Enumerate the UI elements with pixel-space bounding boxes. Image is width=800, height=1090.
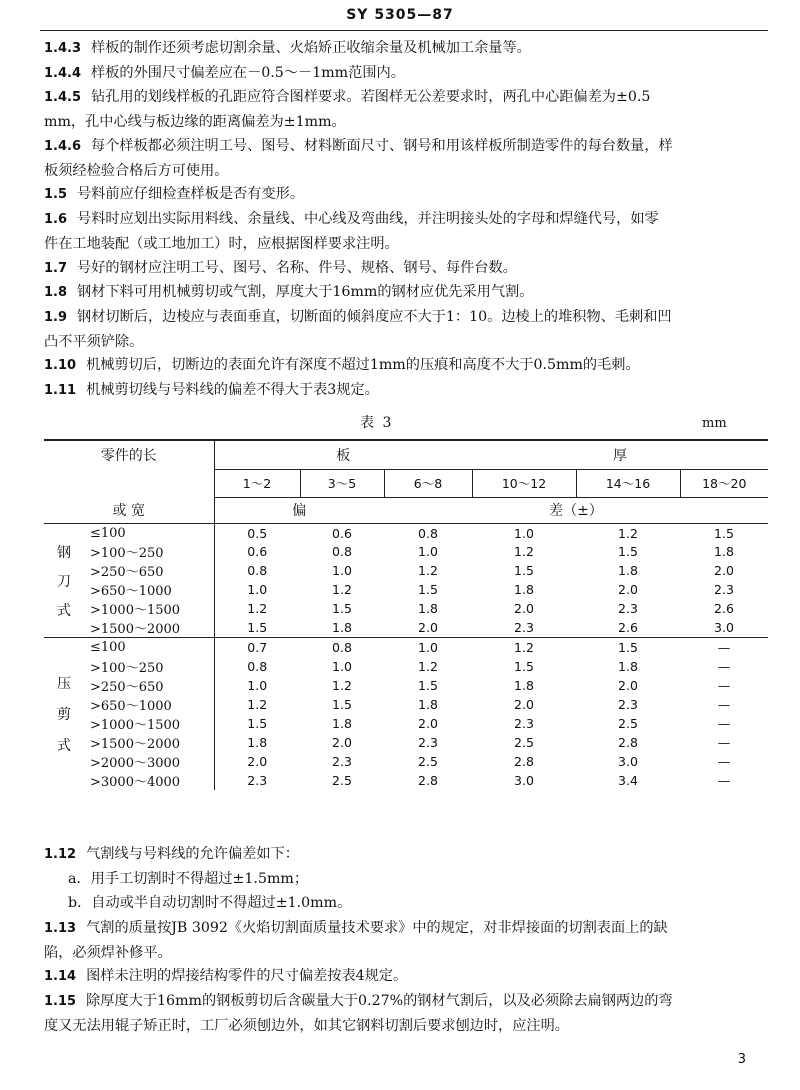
deviation-value: 2.0 — [418, 620, 438, 636]
size-range: >1000～1500 — [90, 603, 181, 619]
deviation-value: 2.3 — [214, 771, 300, 790]
deviation-value: 1.0 — [472, 524, 576, 543]
clause-number: 1.6 — [44, 212, 68, 227]
paragraph-line — [44, 134, 768, 159]
size-range: >3000～4000 — [90, 774, 181, 790]
deviation-value: 0.8 — [332, 544, 352, 560]
deviation-value: 1.5 — [514, 658, 534, 674]
header-row-3 — [44, 497, 768, 524]
paragraph-line — [44, 916, 768, 941]
size-range: >1500～2000 — [90, 622, 181, 638]
table-row — [44, 771, 768, 790]
deviation-value: 2.8 — [514, 753, 534, 769]
table-row — [44, 638, 768, 657]
deviation-value: 2.3 — [618, 696, 638, 712]
paragraph-text: 机械剪切后，切断边的表面允许有深度不超过1mm的压痕和高度不大于0.5mm的毛刺。 — [86, 357, 640, 374]
paragraph-line — [44, 36, 768, 61]
paragraph-line — [44, 989, 768, 1014]
group-label-char: 刀 — [57, 573, 71, 590]
clause-number: 1.11 — [44, 383, 77, 398]
deviation-value: 1.5 — [418, 677, 438, 693]
page-number: 3 — [737, 1052, 746, 1067]
deviation-value: 2.3 — [332, 753, 352, 769]
paragraph-line — [44, 85, 768, 110]
deviation-value: 1.5 — [214, 618, 300, 638]
corner-header-bottom: 或 宽 — [112, 503, 145, 519]
deviation-value: — — [680, 638, 768, 657]
deviation-value: 1.5 — [618, 544, 638, 560]
paragraph-text: 样板的制作还须考虑切割余量、火焰矫正收缩余量及机械加工余量等。 — [91, 40, 531, 56]
deviation-value: 1.0 — [332, 658, 352, 674]
deviation-value: 1.5 — [214, 714, 300, 733]
clause-number: 1.8 — [44, 285, 68, 301]
deviation-value: 1.2 — [214, 599, 300, 618]
deviation-value: 2.8 — [618, 734, 638, 750]
paragraph-line — [44, 61, 768, 86]
deviation-value: 2.5 — [418, 753, 438, 769]
paragraph — [44, 207, 768, 256]
paragraph-line — [44, 867, 768, 891]
clause-number: 1.12 — [44, 847, 77, 862]
paragraph — [44, 280, 768, 305]
deviation-value: 1.5 — [332, 696, 352, 712]
paragraph-text: 号料前应仔细检查样板是否有变形。 — [77, 186, 305, 203]
deviation-value: 1.8 — [418, 601, 438, 617]
size-range: >1500～2000 — [90, 736, 181, 752]
clause-number: 1.9 — [44, 309, 68, 325]
table-row — [44, 542, 768, 561]
deviation-value: 3.0 — [514, 772, 534, 788]
deviation-value: 0.6 — [214, 542, 300, 561]
table-row — [44, 618, 768, 638]
paragraph-line — [44, 353, 768, 378]
deviation-value: 2.3 — [618, 601, 638, 617]
table-row — [44, 676, 768, 695]
paragraph — [44, 182, 768, 207]
paragraph — [44, 85, 768, 134]
deviation-value: 1.5 — [680, 524, 768, 543]
paragraph-text: 钢材下料可用机械剪切或气割，厚度大于16mm的钢材应优先采用气割。 — [77, 284, 534, 301]
paragraph — [44, 36, 768, 61]
size-range: >100～250 — [90, 660, 164, 676]
paragraph — [44, 891, 768, 915]
deviation-value: 2.8 — [418, 772, 438, 788]
clause-number: 1.7 — [44, 260, 68, 276]
deviation-value: 0.8 — [214, 657, 300, 676]
board-header: 板 — [214, 440, 472, 469]
table-row — [44, 561, 768, 580]
group-label-char: 式 — [57, 737, 71, 754]
clause-number: 1.4.4 — [44, 65, 82, 81]
deviation-value: 1.2 — [576, 524, 680, 543]
deviation-value: 1.8 — [332, 715, 352, 731]
deviation-value: 3.4 — [618, 772, 638, 788]
table-unit: mm — [702, 416, 727, 431]
clause-number: 1.4.3 — [44, 41, 82, 56]
deviation-value: 2.3 — [514, 715, 534, 731]
paragraph-text: 除厚度大于16mm的钢板剪切后含碳量大于0.27%的钢材气割后，以及必须除去扁钢两边的弯 — [86, 993, 673, 1009]
deviation-value: 0.8 — [300, 638, 384, 657]
deviation-value: 1.5 — [514, 563, 534, 579]
header-rule — [40, 30, 768, 31]
group-label-char: 压 — [57, 675, 71, 692]
clause-number: 1.15 — [44, 994, 77, 1009]
deviation-header-pian: 偏 — [214, 497, 384, 524]
size-range: >100～250 — [90, 546, 164, 562]
paragraph-line — [44, 842, 768, 867]
deviation-value: — — [717, 772, 731, 788]
deviation-value: 2.0 — [514, 696, 534, 712]
table-title: 表 3 — [360, 415, 394, 431]
paragraph — [44, 867, 768, 891]
deviation-value: 2.0 — [714, 563, 734, 579]
paragraph — [44, 989, 768, 1038]
paragraph-text: 钢材切断后，边棱应与表面垂直，切断面的倾斜度应不大于1：10。边棱上的堆积物、毛刺和凹 — [77, 308, 672, 325]
clause-number: 1.10 — [44, 358, 77, 374]
size-range: >2000～3000 — [90, 755, 181, 771]
table-row — [44, 695, 768, 714]
deviation-value: — — [717, 715, 731, 731]
deviation-value: 1.8 — [514, 582, 534, 598]
deviation-value: 2.3 — [418, 734, 438, 750]
deviation-value: 1.8 — [714, 544, 734, 560]
paragraph — [44, 353, 768, 378]
paragraph-continuation: 度又无法用辊子矫正时，工厂必须刨边外，如其它钢料切割后要求刨边时，应注明。 — [44, 1018, 569, 1034]
deviation-value: — — [717, 734, 731, 750]
paragraph — [44, 842, 768, 867]
paragraph-line — [44, 256, 768, 281]
deviation-value: 1.2 — [418, 658, 438, 674]
deviation-value: 1.5 — [418, 582, 438, 598]
paragraph — [44, 964, 768, 989]
paragraph-text: 气割线与号料线的允许偏差如下： — [86, 846, 299, 862]
paragraph-line — [44, 280, 768, 305]
deviation-value: 0.7 — [214, 638, 300, 657]
header-row-1 — [44, 440, 768, 469]
paragraph-text: 号料时应划出实际用料线、余量线、中心线及弯曲线，并注明接头处的字母和焊缝代号，如零 — [77, 211, 659, 227]
deviation-value: 2.5 — [332, 772, 352, 788]
size-range: ≤100 — [84, 524, 214, 543]
deviation-value: 1.0 — [332, 563, 352, 579]
table-row — [44, 714, 768, 733]
deviation-value: — — [717, 677, 731, 693]
paragraph — [44, 61, 768, 86]
deviation-value: 2.0 — [214, 752, 300, 771]
paragraph-text: 号好的钢材应注明工号、图号、名称、件号、规格、钢号、每件台数。 — [77, 259, 517, 276]
deviation-value: 1.0 — [384, 638, 472, 657]
deviation-value: 0.8 — [214, 561, 300, 580]
thickness-range: 14～16 — [576, 469, 680, 497]
deviation-value: 1.8 — [514, 677, 534, 693]
deviation-value: 0.5 — [214, 524, 300, 543]
table-row — [44, 599, 768, 618]
group-label — [44, 524, 84, 638]
deviation-value: 1.2 — [418, 563, 438, 579]
deviation-value: 1.0 — [214, 580, 300, 599]
deviation-value: 1.8 — [332, 620, 352, 636]
paragraph-text: 钻孔用的划线样板的孔距应符合图样要求。若图样无公差要求时，两孔中心距偏差为±0.5 — [91, 89, 651, 106]
deviation-value: 2.6 — [714, 601, 734, 617]
deviation-value: 1.2 — [332, 677, 352, 693]
group-label-char: 式 — [57, 602, 71, 619]
clause-number: 1.14 — [44, 969, 77, 985]
deviation-value: 0.6 — [300, 524, 384, 543]
size-range: >1000～1500 — [90, 717, 181, 733]
paragraph-text: 气割的质量按JB 3092《火焰切割面质量技术要求》中的规定，对非焊接面的切割表面上的缺 — [86, 919, 668, 936]
deviation-value: 3.0 — [618, 753, 638, 769]
paragraph-text: 样板的外围尺寸偏差应在－0.5～－1mm范围内。 — [91, 64, 405, 81]
deviation-header-cha: 差（±） — [549, 503, 603, 520]
clause-number: 1.4.5 — [44, 90, 82, 106]
thickness-range: 10～12 — [472, 469, 576, 497]
deviation-value: — — [717, 658, 731, 674]
paragraph-text: 图样未注明的焊接结构零件的尺寸偏差按表4规定。 — [86, 968, 408, 985]
paragraph-line — [44, 182, 768, 207]
paragraph-text: b．自动或半自动切割时不得超过±1.0mm。 — [68, 895, 352, 912]
deviation-value: 0.8 — [384, 524, 472, 543]
deviation-value: 3.0 — [714, 620, 734, 636]
thickness-range: 3～5 — [300, 469, 384, 497]
paragraph — [44, 378, 768, 403]
corner-blank — [44, 469, 214, 497]
paragraph-continuation: mm，孔中心线与板边缘的距离偏差为±1mm。 — [44, 114, 346, 131]
deviation-value: 2.6 — [618, 620, 638, 636]
deviation-value: 1.8 — [418, 696, 438, 712]
clause-number: 1.13 — [44, 920, 77, 936]
size-range: >250～650 — [90, 679, 164, 695]
size-range: ≤100 — [84, 638, 214, 657]
paragraph-line — [44, 207, 768, 232]
deviation-value: 1.2 — [472, 638, 576, 657]
paragraph-continuation: 板须经检验合格后方可使用。 — [44, 162, 229, 179]
header-row-2 — [44, 469, 768, 497]
thickness-range: 6～8 — [384, 469, 472, 497]
standard-number-header: SY 5305—87 — [346, 7, 454, 23]
paragraph-line — [44, 378, 768, 403]
deviation-value: 1.2 — [514, 544, 534, 560]
paragraph — [44, 916, 768, 965]
table-row — [44, 733, 768, 752]
paragraph — [44, 305, 768, 354]
paragraph-continuation: 凸不平须铲除。 — [44, 333, 144, 350]
size-range: >650～1000 — [90, 584, 172, 600]
deviation-value: 2.0 — [618, 677, 638, 693]
table-row — [44, 524, 768, 543]
deviation-value: 1.5 — [332, 601, 352, 617]
paragraph-line — [44, 964, 768, 989]
deviation-value: 2.0 — [418, 715, 438, 731]
deviation-value: 1.8 — [214, 733, 300, 752]
deviation-value: 2.0 — [618, 582, 638, 598]
thickness-range: 18～20 — [680, 469, 768, 497]
table-row — [44, 580, 768, 599]
deviation-value: 2.0 — [332, 734, 352, 750]
paragraph-line — [44, 305, 768, 330]
clause-number: 1.5 — [44, 187, 68, 203]
deviation-value: — — [717, 753, 731, 769]
thickness-header: 厚 — [472, 440, 768, 469]
deviation-value: 1.8 — [618, 658, 638, 674]
deviation-value: 2.0 — [514, 601, 534, 617]
table-row — [44, 657, 768, 676]
deviation-value: 2.5 — [514, 734, 534, 750]
paragraph-line — [44, 891, 768, 915]
paragraph-text: a．用手工切割时不得超过±1.5mm； — [68, 870, 309, 887]
deviation-value: 1.8 — [618, 563, 638, 579]
deviation-value: 1.2 — [332, 582, 352, 598]
deviation-value: 1.5 — [576, 638, 680, 657]
paragraph — [44, 256, 768, 281]
thickness-range: 1～2 — [214, 469, 300, 497]
deviation-value: 2.5 — [618, 715, 638, 731]
paragraph-continuation: 陷，必须焊补修平。 — [44, 944, 172, 961]
paragraph-continuation: 件在工地装配（或工地加工）时，应根据图样要求注明。 — [44, 236, 399, 252]
group-label-char: 钢 — [57, 544, 71, 561]
deviation-value: 2.3 — [714, 582, 734, 598]
size-range: >250～650 — [90, 565, 164, 581]
size-range: >650～1000 — [90, 698, 172, 714]
group-label-char: 剪 — [57, 706, 71, 723]
deviation-value: 1.0 — [214, 676, 300, 695]
paragraph — [44, 134, 768, 183]
tolerance-table — [44, 439, 768, 790]
clause-number: 1.4.6 — [44, 138, 82, 154]
deviation-value: 1.0 — [418, 544, 438, 560]
deviation-value: 2.3 — [514, 620, 534, 636]
paragraph-text: 机械剪切线与号料线的偏差不得大于表3规定。 — [86, 382, 379, 398]
corner-header-top: 零件的长 — [44, 440, 214, 469]
deviation-value: 1.2 — [214, 695, 300, 714]
group-label — [44, 638, 84, 790]
paragraph-text: 每个样板都必须注明工号、图号、材料断面尺寸、钢号和用该样板所制造零件的每台数量，样 — [91, 137, 673, 154]
deviation-value: — — [717, 696, 731, 712]
table-row — [44, 752, 768, 771]
